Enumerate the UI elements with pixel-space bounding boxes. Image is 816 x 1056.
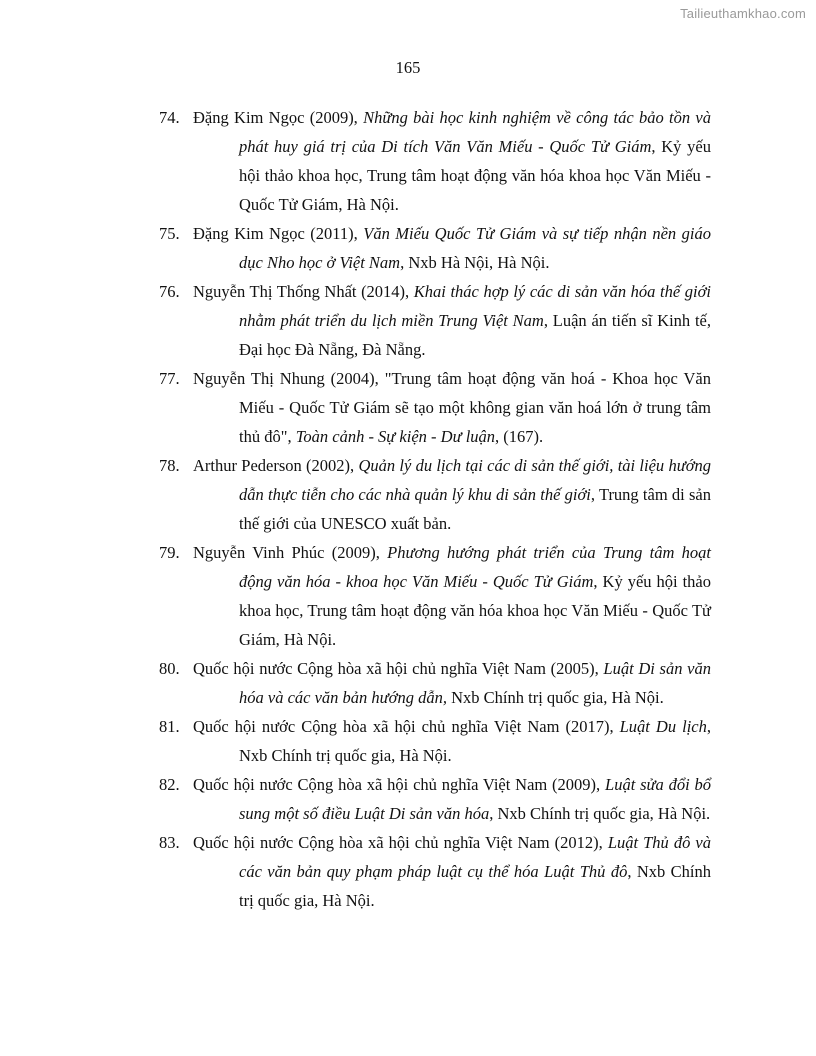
reference-number: 77.: [159, 369, 180, 388]
reference-text: Nguyễn Thị Nhung (2004), "Trung tâm hoạt động văn hoá - Khoa học Văn Miếu - Quốc Tử Giám sẽ tạo một không gian văn hoá lớn ở trung tâm thủ đô", Toàn cảnh - Sự kiện - Dư luận, (167).: [193, 369, 711, 446]
reference-text: Quốc hội nước Cộng hòa xã hội chủ nghĩa Việt Nam (2012), Luật Thủ đô và các văn bản quy phạm pháp luật cụ thể hóa Luật Thủ đô, Nxb Chính trị quốc gia, Hà Nội.: [193, 833, 712, 910]
reference-item: [0, 103, 816, 219]
reference-number: 74.: [159, 108, 180, 127]
reference-number: 75.: [159, 224, 180, 243]
reference-text: Quốc hội nước Cộng hòa xã hội chủ nghĩa Việt Nam (2005), Luật Di sản văn hóa và các văn bản hướng dẫn, Nxb Chính trị quốc gia, Hà Nội.: [193, 659, 711, 707]
page-number: 165: [395, 58, 421, 77]
reference-number: 82.: [159, 775, 180, 794]
reference-text: Quốc hội nước Cộng hòa xã hội chủ nghĩa Việt Nam (2009), Luật sửa đổi bổ sung một số điều Luật Di sản văn hóa, Nxb Chính trị quốc gia, Hà Nội.: [193, 775, 712, 823]
reference-number: 83.: [159, 833, 180, 852]
watermark-text: Tailieuthamkhao.com: [680, 6, 806, 21]
reference-item: [0, 654, 816, 712]
reference-text: Nguyễn Thị Thống Nhất (2014), Khai thác hợp lý các di sản văn hóa thế giới nhằm phát triển du lịch miền Trung Việt Nam, Luận án tiến sĩ Kinh tế, Đại học Đà Nẵng, Đà Nẵng.: [193, 282, 711, 359]
reference-text: Đặng Kim Ngọc (2011), Văn Miếu Quốc Tử Giám và sự tiếp nhận nền giáo dục Nho học ở Việt Nam, Nxb Hà Nội, Hà Nội.: [193, 224, 711, 272]
reference-item: [0, 770, 816, 828]
reference-number: 78.: [159, 456, 180, 475]
reference-item: [0, 364, 816, 451]
reference-item: [0, 219, 816, 277]
reference-item: [0, 451, 816, 538]
reference-item: [0, 828, 816, 915]
reference-number: 81.: [159, 717, 180, 736]
reference-item: [0, 277, 816, 364]
reference-text: Arthur Pederson (2002), Quản lý du lịch tại các di sản thế giới, tài liệu hướng dẫn thực tiễn cho các nhà quản lý khu di sản thế giới, Trung tâm di sản thế giới của UNESCO xuất bản.: [193, 456, 711, 533]
reference-item: [0, 538, 816, 654]
reference-number: 76.: [159, 282, 180, 301]
reference-text: Nguyễn Vinh Phúc (2009), Phương hướng phát triển của Trung tâm hoạt động văn hóa - khoa học Văn Miếu - Quốc Tử Giám, Kỷ yếu hội thảo khoa học, Trung tâm hoạt động văn hóa khoa học Văn Miếu - Quốc Tử Giám, Hà Nội.: [193, 543, 711, 649]
reference-list: [0, 103, 816, 915]
reference-text: Quốc hội nước Cộng hòa xã hội chủ nghĩa Việt Nam (2017), Luật Du lịch, Nxb Chính trị quốc gia, Hà Nội.: [193, 717, 712, 765]
reference-number: 79.: [159, 543, 180, 562]
reference-number: 80.: [159, 659, 180, 678]
reference-text: Đặng Kim Ngọc (2009), Những bài học kinh nghiệm về công tác bảo tồn và phát huy giá trị của Di tích Văn Văn Miếu - Quốc Tử Giám, Kỷ yếu hội thảo khoa học, Trung tâm hoạt động văn hóa khoa học Văn Miếu - Quốc Tử Giám, Hà Nội.: [193, 108, 711, 214]
reference-item: [0, 712, 816, 770]
